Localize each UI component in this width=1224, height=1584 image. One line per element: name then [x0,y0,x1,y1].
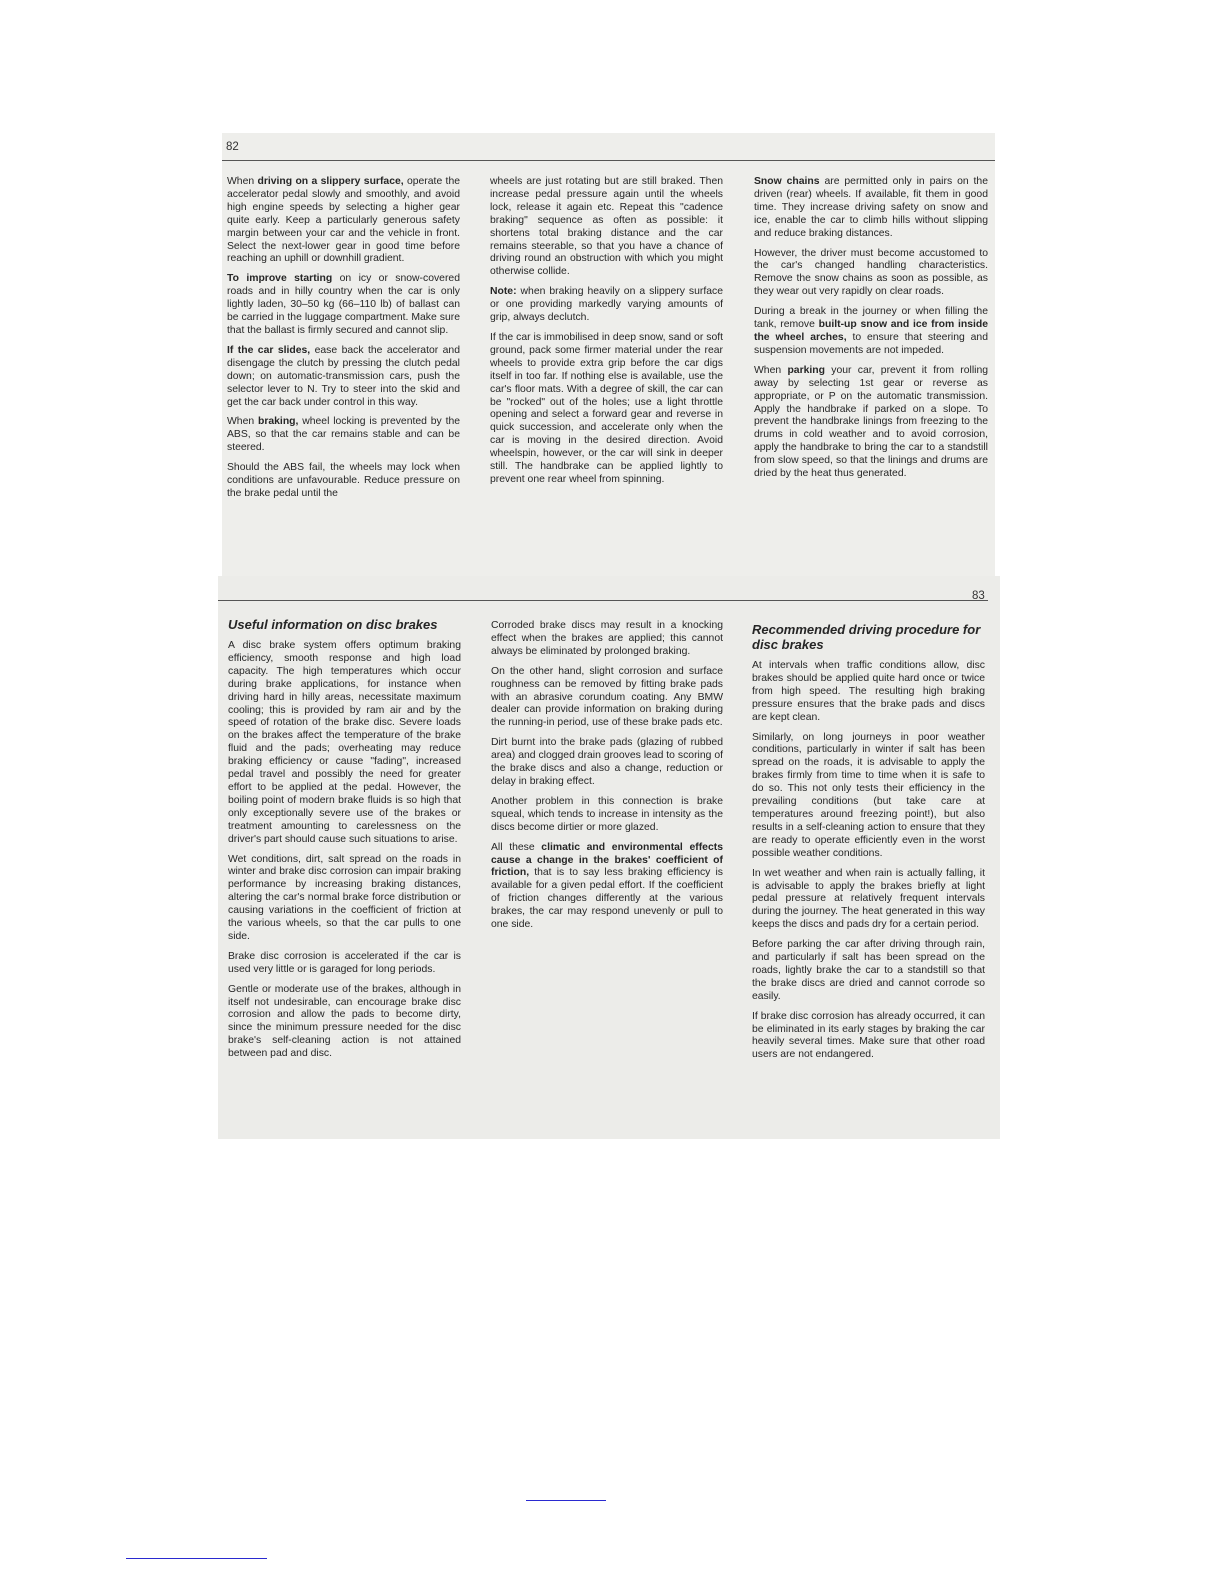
section-heading: Useful information on disc brakes [228,617,438,632]
paragraph: All these climatic and environmental effects cause a change in the brakes' coefficient of friction, that is to say less braking efficiency is available for a given pedal effort. If the coefficient of friction changes differently at the various brakes, the car may respond unevenly or pull to one side. [491,841,723,931]
page83-column-3 [752,622,985,1069]
link-underline[interactable] [526,1500,606,1501]
paragraph: When driving on a slippery surface, operate the accelerator pedal slowly and smoothly, and avoid high engine speeds by selecting a higher gear quite early. Keep a particularly generous safety margin between your car and the vehicle in front. Select the next-lower gear in good time before reaching an uphill or downhill gradient. [227,176,460,265]
paragraph: On the other hand, slight corrosion and surface roughness can be removed by fitting brake pads with an abrasive corundum coating. Any BMW dealer can provide information on braking during the running-in period, use of these brake pads etc. [491,665,723,729]
paragraph: A disc brake system offers optimum braking efficiency, smooth response and high load capacity. The high temperatures which occur during brake applications, for instance when driving hard in hilly areas, necessitate maximum cooling; this is provided by ram air and by the speed of rotation of the brake disc. Severe loads on the brakes affect the temperature of the brake fluid and the pads; overheating may reduce braking efficiency or cause "fading", increased pedal travel and possibly the need for greater effort to be applied at the pedal. However, the boiling point of modern brake fluids is so high that only exceptionally severe use of the brakes or treatment amounting to carelessness on the driver's part should cause such situations to arise. [228,640,461,845]
paragraph: Should the ABS fail, the wheels may lock when conditions are unfavourable. Reduce pressure on the brake pedal until the [227,462,460,499]
page82-column-2 [490,176,723,494]
paragraph: During a break in the journey or when filling the tank, remove built-up snow and ice from inside the wheel arches, to ensure that steering and suspension movements are not impeded. [754,306,989,356]
paragraph: However, the driver must become accustomed to the car's changed handling characteristics. Remove the snow chains as soon as possible, as they wear out very rapidly on clear roads. [754,247,988,298]
page82-column-3 [754,176,988,488]
paragraph: When parking your car, prevent it from rolling away by selecting 1st gear or reverse as appropriate, or P on the automatic transmission. Apply the handbrake if parked on a slope. To prevent the handbrake linings from freezing to the drums in cold weather and to avoid corrosion, apply the handbrake to bring the car to a standstill from slow speed, so that the linings and drums are dried by the heat thus generated. [754,364,989,480]
paragraph: Dirt burnt into the brake pads (glazing of rubbed area) and clogged drain grooves lead to scoring of the brake discs and also a change, reduction or delay in braking effect. [491,737,723,787]
page-number-82: 82 [226,141,239,153]
page83-column-1 [228,617,461,1068]
page82-column-1 [227,176,460,508]
page83-column-2 [491,620,723,939]
paragraph: When braking, wheel locking is prevented by the ABS, so that the car remains stable and can be steered. [227,416,461,454]
paragraph: Note: when braking heavily on a slippery surface or one providing markedly varying amounts of grip, always declutch. [490,286,723,324]
paragraph: At intervals when traffic conditions allow, disc brakes should be applied quite hard once or twice from high speed. The resulting high braking pressure ensures that the brake pads and discs are kept clean. [752,660,985,723]
paragraph: If the car is immobilised in deep snow, sand or soft ground, pack some firmer material under the rear wheels to provide extra grip before the car digs itself in too far. If nothing else is available, use the car's floor mats. With a degree of skill, the car can be "rocked" out of the holes; use a light throttle opening and select a forward gear and reverse in quick succession, and accelerate only when the car is moving in the desired direction. Avoid wheelspin, however, or the car will sink in deeper still. The handbrake can be applied lightly to prevent one rear wheel from spinning. [490,331,723,485]
paragraph: Wet conditions, dirt, salt spread on the roads in winter and brake disc corrosion can impair braking performance by increasing braking distances, altering the car's normal brake force distribution or causing variations in the coefficient of friction at the various wheels, so that the car pulls to one side. [228,853,461,942]
paragraph: Another problem in this connection is brake squeal, which tends to increase in intensity as the discs become dirtier or more glazed. [491,795,723,833]
link-underline[interactable] [126,1558,267,1559]
paragraph: Gentle or moderate use of the brakes, although in itself not undesirable, can encourage brake disc corrosion and allow the pads to become dirty, since the minimum pressure needed for the disc brake's self-cleaning action is not attained between pad and disc. [228,983,461,1060]
header-rule-82 [222,160,995,161]
paragraph: Corroded brake discs may result in a knocking effect when the brakes are applied; this cannot always be eliminated by prolonged braking. [491,620,723,657]
paragraph: Brake disc corrosion is accelerated if the car is used very little or is garaged for long periods. [228,950,461,975]
paragraph: If brake disc corrosion has already occurred, it can be eliminated in its early stages by braking the car heavily several times. Make sure that other road users are not endangered. [752,1010,985,1061]
paragraph: wheels are just rotating but are still braked. Then increase pedal pressure again until the wheels lock, release it again etc. Repeat this "cadence braking" sequence as often as possible: it shortens total braking distance and the car remains steerable, so that you have a chance of driving round an obstruction with which you might otherwise collide. [490,176,723,278]
paragraph: Snow chains are permitted only in pairs on the driven (rear) wheels. If available, fit them in good time. They increase driving safety on snow and ice, enable the car to climb hills without slipping and reduce braking distances. [754,176,988,239]
paragraph: In wet weather and when rain is actually falling, it is advisable to apply the brakes briefly at light pedal pressure at relatively frequent intervals during the journey. The heat generated in this way keeps the discs and pads dry for a certain period. [752,867,985,931]
paragraph: To improve starting on icy or snow-covered roads and in hilly country when the car is only lightly laden, 30–50 kg (66–110 lb) of ballast can be carried in the luggage compartment. Make sure that the ballast is firmly secured and cannot slip. [227,273,460,336]
paragraph: If the car slides, ease back the accelerator and disengage the clutch by pressing the clutch pedal down; on automatic-transmission cars, push the selector lever to N. Try to steer into the skid and get the car back under control in this way. [227,344,460,408]
page-number-83: 83 [972,590,985,602]
paragraph: Before parking the car after driving through rain, and particularly if salt has been spread on the roads, lightly brake the car to a standstill so that the brake discs are dried and cannot corrode so easily. [752,939,985,1002]
header-rule-83 [218,600,988,601]
section-heading: Recommended driving procedure for disc brakes [752,622,981,652]
paragraph: Similarly, on long journeys in poor weather conditions, particularly in winter if salt has been spread on the roads, it is advisable to apply the brakes firmly from time to time when it is safe to do so. This not only tests their efficiency in the prevailing conditions (but take care at temperatures around freezing point!), but also results in a self-cleaning action to ensure that they are ready to operate efficiently even in the worst possible weather conditions. [752,731,985,859]
